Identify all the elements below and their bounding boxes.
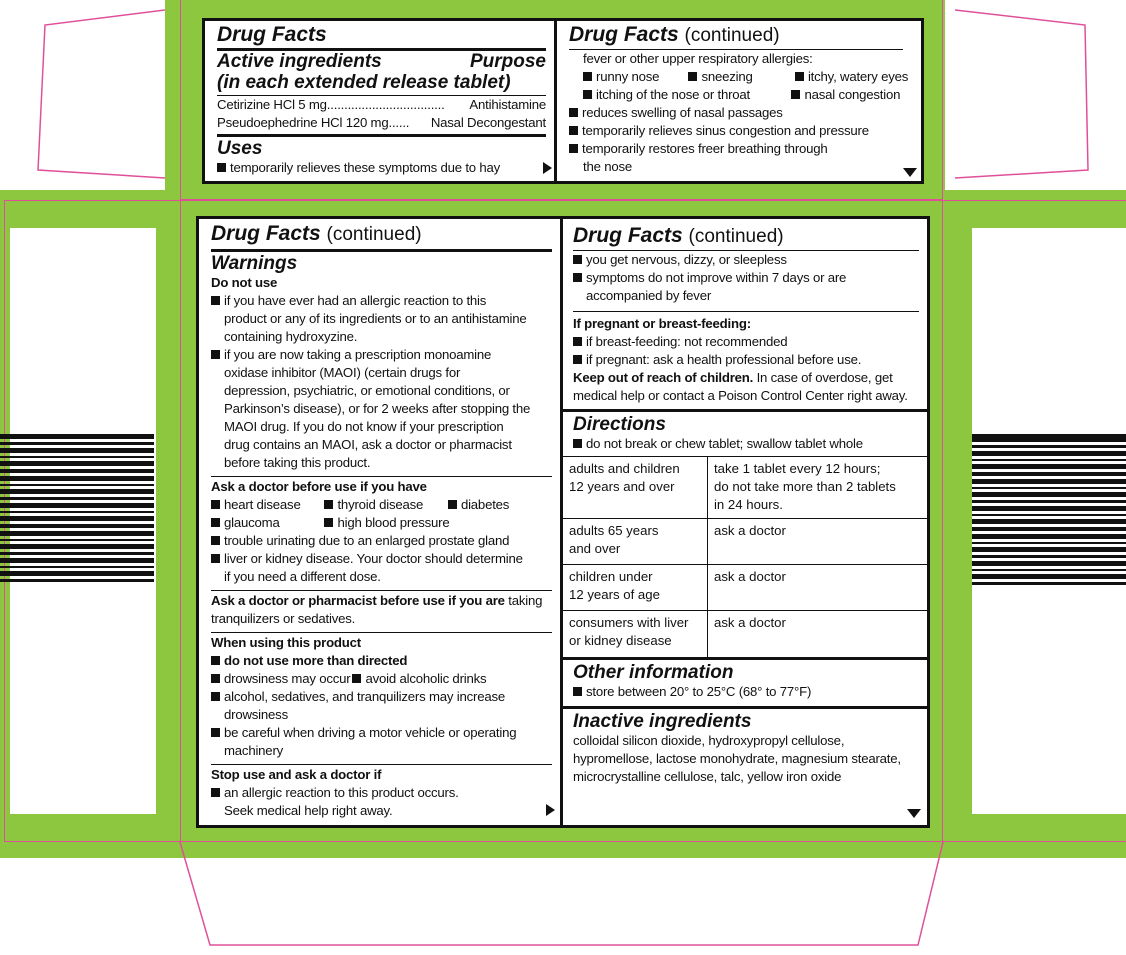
stop-use-item: you get nervous, dizzy, or sleepless — [573, 251, 919, 269]
inactive-ingredients-heading: Inactive ingredients — [573, 710, 752, 732]
pregnant-item: if breast-feeding: not recommended — [573, 333, 919, 351]
panel-title: Drug Facts (continued) — [569, 23, 780, 46]
top-right-column — [557, 21, 921, 181]
continue-arrow-down-icon — [903, 168, 917, 177]
ask-pharmacist-heading: Ask a doctor or pharmacist before use if you are — [211, 593, 505, 608]
directions-row — [563, 611, 927, 657]
panel-title: Drug Facts — [217, 23, 327, 46]
purpose-heading: Purpose — [469, 51, 546, 72]
symptom: sneezing — [701, 69, 753, 84]
stop-use-heading: Stop use and ask a doctor if — [211, 767, 382, 782]
leader-dots: .................................. — [326, 97, 445, 112]
panel-title: Drug Facts (continued) — [211, 222, 422, 245]
condition-row — [211, 496, 552, 514]
pregnant-heading: If pregnant or breast-feeding: — [573, 316, 751, 331]
symptom: nasal congestion — [804, 87, 901, 102]
use-item-continued: the nose — [583, 159, 632, 174]
ingredient-purpose: Nasal Decongestant — [430, 115, 546, 130]
condition-row — [211, 514, 552, 532]
condition: glaucoma — [224, 515, 280, 530]
main-right-column — [563, 219, 927, 825]
other-information-section — [563, 660, 927, 701]
warnings-heading: Warnings — [211, 253, 298, 274]
keep-out-of-reach: Keep out of reach of children. In case of overdose, get medical help or contact a Poison Control Center right away. — [573, 370, 908, 403]
pregnant-item: if pregnant: ask a health professional before use. — [573, 351, 919, 369]
directions-dose: ask a doctor — [708, 611, 928, 657]
active-ingredients-header — [217, 51, 546, 72]
leader-dots: ...... — [388, 115, 410, 130]
directions-who: consumers with liver or kidney disease — [563, 611, 708, 657]
when-using-item: be careful when driving a motor vehicle or operating machinery — [211, 724, 552, 760]
allergies-line: fever or other upper respiratory allergies: — [583, 51, 813, 66]
right-barcode — [972, 434, 1126, 588]
uses-text-row — [217, 159, 546, 177]
use-item: temporarily restores freer breathing through — [569, 140, 913, 158]
directions-who: children under 12 years of age — [563, 565, 708, 611]
use-item: reduces swelling of nasal passages — [569, 104, 913, 122]
directions-who: adults 65 years and over — [563, 519, 708, 565]
title-continued: (continued) — [688, 226, 784, 247]
directions-row — [563, 519, 927, 565]
symptom: runny nose — [596, 69, 660, 84]
directions-intro: do not break or chew tablet; swallow tablet whole — [573, 435, 919, 453]
use-item: temporarily relieves sinus congestion and pressure — [569, 122, 913, 140]
uses-heading: Uses — [217, 138, 263, 159]
symptom-row — [569, 68, 913, 86]
uses-text: temporarily relieves these symptoms due to hay — [230, 160, 501, 175]
do-not-use-heading: Do not use — [211, 275, 278, 290]
when-using-item: do not use more than directed — [211, 652, 552, 670]
symptom-row — [569, 86, 913, 104]
stop-use-item: symptoms do not improve within 7 days or are accompanied by fever — [573, 269, 919, 305]
left-barcode — [0, 434, 154, 585]
when-using-item: drowsiness may occur — [224, 671, 351, 686]
condition: diabetes — [460, 497, 510, 512]
warning-item: if you have ever had an allergic reaction to this product or any of its ingredients or to an antihistamine containing hydroxyzine. — [211, 292, 552, 346]
main-left-column — [199, 219, 563, 825]
directions-row — [563, 457, 927, 519]
directions-who: adults and children 12 years and over — [563, 457, 708, 519]
condition: thyroid disease — [337, 497, 424, 512]
inactive-ingredients-text: colloidal silicon dioxide, hydroxypropyl cellulose, hypromellose, lactose monohydrate, magnesium stearate, microcrystalline cellulose, talc, yellow iron oxide — [573, 732, 901, 784]
title-continued: (continued) — [684, 25, 780, 46]
title-continued: (continued) — [326, 224, 422, 245]
active-ingredients-subheading: (in each extended release tablet) — [217, 72, 511, 93]
condition-item: liver or kidney disease. Your doctor should determine if you need a different dose. — [211, 550, 552, 586]
directions-dose: ask a doctor — [708, 565, 928, 611]
active-ingredients-heading: Active ingredients — [217, 51, 382, 72]
directions-table — [563, 456, 927, 657]
panel-title: Drug Facts (continued) — [573, 224, 784, 247]
directions-row — [563, 565, 927, 611]
when-using-heading: When using this product — [211, 635, 361, 650]
bullet-square — [217, 163, 226, 172]
ingredient-name: Cetirizine HCl 5 mg — [217, 97, 327, 112]
warning-item: if you are now taking a prescription monoamine oxidase inhibitor (MAOI) (certain drugs for depression, psychiatric, or emotional conditions, or Parkinson’s disease), or for 2 weeks after stopping the MAOI drug. If you do not know if your prescription drug contains an MAOI, ask a doctor or pharmacist before taking this product. — [211, 346, 552, 472]
when-using-item: avoid alcoholic drinks — [365, 671, 487, 686]
ingredient-name: Pseudoephedrine HCl 120 mg — [217, 115, 389, 130]
top-left-column — [205, 21, 557, 181]
symptom: itching of the nose or throat — [596, 87, 751, 102]
ingredient-row — [217, 96, 546, 114]
inactive-ingredients-section — [563, 709, 927, 786]
directions-dose: ask a doctor — [708, 519, 928, 565]
directions-dose: take 1 tablet every 12 hours; do not take more than 2 tablets in 24 hours. — [708, 457, 928, 519]
symptom: itchy, watery eyes — [807, 69, 909, 84]
continue-arrow-down-icon — [907, 809, 921, 818]
condition: high blood pressure — [337, 515, 450, 530]
ingredient-purpose: Antihistamine — [469, 97, 546, 112]
other-information-item: store between 20° to 25°C (68° to 77°F) — [573, 683, 919, 701]
continued-warnings-section — [563, 219, 927, 405]
condition-item: trouble urinating due to an enlarged prostate gland — [211, 532, 552, 550]
main-drug-facts-panel — [196, 216, 930, 828]
ingredient-row — [217, 114, 546, 132]
ask-pharmacist-section: Ask a doctor or pharmacist before use if you are taking tranquilizers or sedatives. — [211, 593, 543, 626]
when-using-item: alcohol, sedatives, and tranquilizers may increase drowsiness — [211, 688, 552, 724]
continue-arrow-right-icon — [546, 804, 555, 816]
continue-arrow-right-icon — [543, 162, 552, 174]
ask-doctor-heading: Ask a doctor before use if you have — [211, 479, 427, 494]
top-drug-facts-panel — [202, 18, 924, 184]
other-information-heading: Other information — [573, 661, 734, 683]
directions-heading: Directions — [573, 414, 666, 435]
stop-use-item: an allergic reaction to this product occurs. Seek medical help right away. — [211, 784, 552, 820]
condition: heart disease — [224, 497, 301, 512]
when-using-row — [211, 670, 552, 688]
directions-section — [563, 412, 927, 453]
